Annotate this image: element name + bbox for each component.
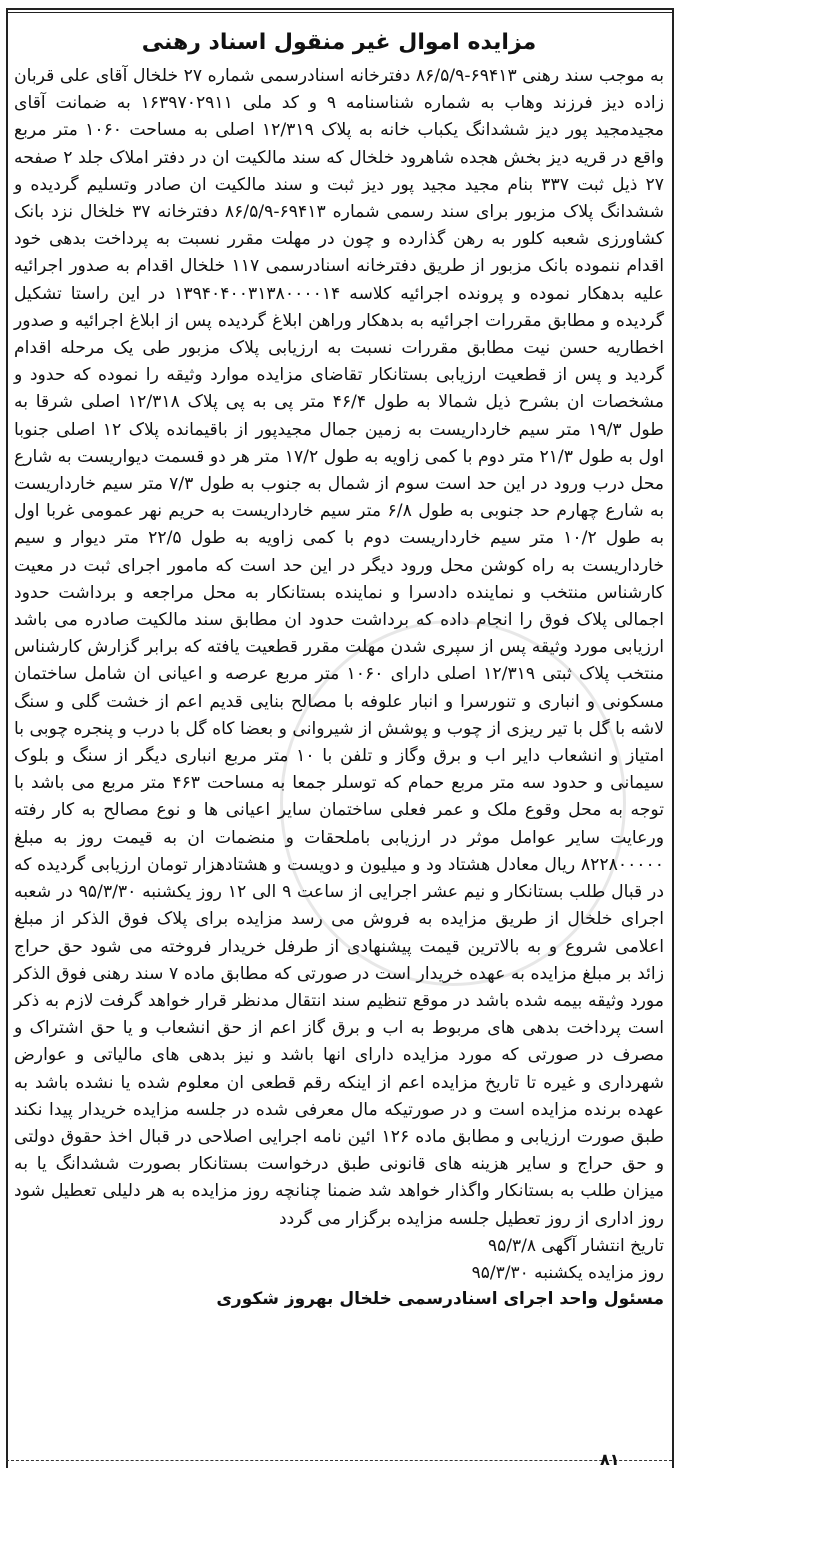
ad-code: ۸۱ xyxy=(600,1450,620,1469)
auction-date: روز مزایده یکشنبه ۹۵/۳/۳۰ xyxy=(471,1262,664,1283)
notice-body: به موجب سند رهنی ۶۹۴۱۳-۸۶/۵/۹ دفترخانه اسنادرسمی شماره ۲۷ خلخال آقای علی قربان زاده دیز فرزند وهاب به شماره شناسنامه ۹ و کد ملی ۱۶۳۹۷۰۲۹۱۱ به ضمانت آقای مجیدمجید پور دیز ششدانگ یکباب خانه به پلاک ۱۲/۳۱۹ اصلی به مساحت ۱۰۶۰ متر مربع واقع در قریه دیز بخش هجده شاهرود خلخال که سند مالکیت ان در دفتر املاک جلد ۲ صفحه ۲۷ ذیل ثبت ۳۳۷ بنام مجید مجید پور دیز ثبت و سند مالکیت ان صادر وتسلیم گردیده و ششدانگ پلاک مزبور برای سند رسمی شماره ۶۹۴۱۳-۸۶/۵/۹ دفترخانه ۳۷ خلخال نزد بانک کشاورزی شعبه کلور به رهن گذارده و چون در مهلت مقرر نسبت به پرداخت بدهی خود اقدام ننموده بانک مزبور از طریق دفترخانه اسنادرسمی ۱۱۷ خلخال اقدام به صدور اجرائیه علیه بدهکار نموده و پرونده اجرائیه کلاسه ۱۳۹۴۰۴۰۰۳۱۳۸۰۰۰۰۱۴ در این راستا تشکیل گردیده و مطابق مقررات اجرائیه به بدهکار وراهن ابلاغ گردیده پس از ابلاغ اجرائیه و صدور اخطاریه حسن نیت مطابق مقررات نسبت به ارزیابی پلاک مزبور طی یک مرحله اقدام گردید و پس از قطعیت ارزیابی بستانکار تقاضای مزایده موارد وثیقه را نموده که حدود و مشخصات ان بشرح ذیل شمالا به طول ۴۶/۴ متر پی به پی پلاک ۱۲/۳۱۸ اصلی شرقا به طول ۱۹/۳ متر سیم خارداریست به زمین جمال مجیدپور از باقیمانده پلاک ۱۲ اصلی جنوبا اول به طول ۲۱/۳ متر دوم با کمی زاویه به طول ۱۷/۲ متر هر دو قسمت دیواریست به شارع محل درب ورود در این حد است سوم از شمال به جنوب به طول ۷/۳ متر سیم خارداریست به شارع چهارم حد جنوبی به طول ۶/۸ متر سیم خارداریست به حریم نهر عمومی غربا اول به طول ۱۰/۲ متر سیم خارداریست دوم با کمی زاویه به طول ۲۲/۵ متر دیوار و سیم خارداریست به راه کوشن محل ورود دیگر در این حد است که مامور اجرای ثبت در معیت کارشناس منتخب و نماینده دادسرا و نماینده بستانکار به محل مراجعه و برداشت حدود اجمالی پلاک فوق را انجام داده که برداشت حدود ان مطابق سند مالکیت صادره می باشد ارزیابی مورد وثیقه پس از سپری شدن مهلت مقرر قطعیت یافته که برابر گزارش کارشناس منتخب پلاک ثبتی ۱۲/۳۱۹ اصلی دارای ۱۰۶۰ متر مربع عرصه و اعیانی ان شامل ساختمان مسکونی و انباری و تنورسرا و انبار علوفه با مصالح بنایی قدیم اعم از خشت گلی و سنگ لاشه با گل با تیر ریزی از چوب و پوشش از شیروانی و بعضا کاه گل با درب و پنجره چوبی با امتیاز و انشعاب دایر اب و برق وگاز و تلفن با ۱۰ متر مربع انباری دیگر از سنگ و بلوک سیمانی و حدود سه متر مربع حمام که توسلر جمعا به مساحت ۴۶۳ متر مربع می باشد با توجه به محل وقوع ملک و عمر فعلی ساختمان سایر اعیانی ها و نوع مصالح به کار رفته ورعایت سایر عوامل موثر در ارزیابی باملحقات و منضمات ان به قیمت روز به مبلغ ۸۲۲۸۰۰۰۰۰ ریال معادل هشتاد ود و میلیون و دویست و هشتادهزار تومان ارزیابی گردیده که در قبال طلب بستانکار و نیم عشر اجرایی از ساعت ۹ الی ۱۲ روز یکشنبه ۹۵/۳/۳۰ در شعبه اجرای خلخال از طریق مزایده به فروش می رسد مزایده برای پلاک فوق الذکر از مبلغ اعلامی شروع و به بالاترین قیمت پیشنهادی از طرفل خریدار فروخته می شود حق حراج زائد بر مبلغ مزایده به عهده خریدار است در صورتی که مطابق ماده ۷ سند رهنی فوق الذکر مورد وثیقه بیمه شده باشد در موقع تنظیم سند انتقال مدنظر قرار خواهد گرفت لازم به ذکر است پرداخت بدهی های مربوط به اب و برق گاز اعم از حق انشعاب و یا حق اشتراک و مصرف در صورتی که مورد مزایده دارای انها باشد و نیز بدهی های مالیاتی و عوارض شهرداری و غیره تا تاریخ مزایده اعم از اینکه رقم قطعی ان معلوم شده یا نشده باشد به عهده برنده مزایده است و در صورتیکه مال معرفی شده در جلسه مزایده خریدار پیدا نکند طبق صورت ارزیابی و مطابق ماده ۱۲۶ ائین نامه اجرایی اصلاحی در قبال اخذ حقوق دولتی و حق حراج و سایر هزینه های قانونی طبق درخواست بستانکار بصورت ششدانگ یا به میزان طلب به بستانکار واگذار خواهد شد ضمنا چنانچه روز مزایده به هر دلیلی تعطیل شود روز اداری از روز تعطیل جلسه مزایده برگزار می گردد xyxy=(13,66,665,1229)
publish-date: تاریخ انتشار آگهی ۹۵/۳/۸ xyxy=(488,1235,664,1256)
auction-notice xyxy=(14,30,664,1309)
notice-title: مزایده اموال غیر منقول اسناد رهنی xyxy=(141,30,537,55)
signature: مسئول واحد اجرای اسنادرسمی خلخال بهروز شکوری xyxy=(216,1288,664,1309)
bottom-border xyxy=(6,1460,672,1461)
